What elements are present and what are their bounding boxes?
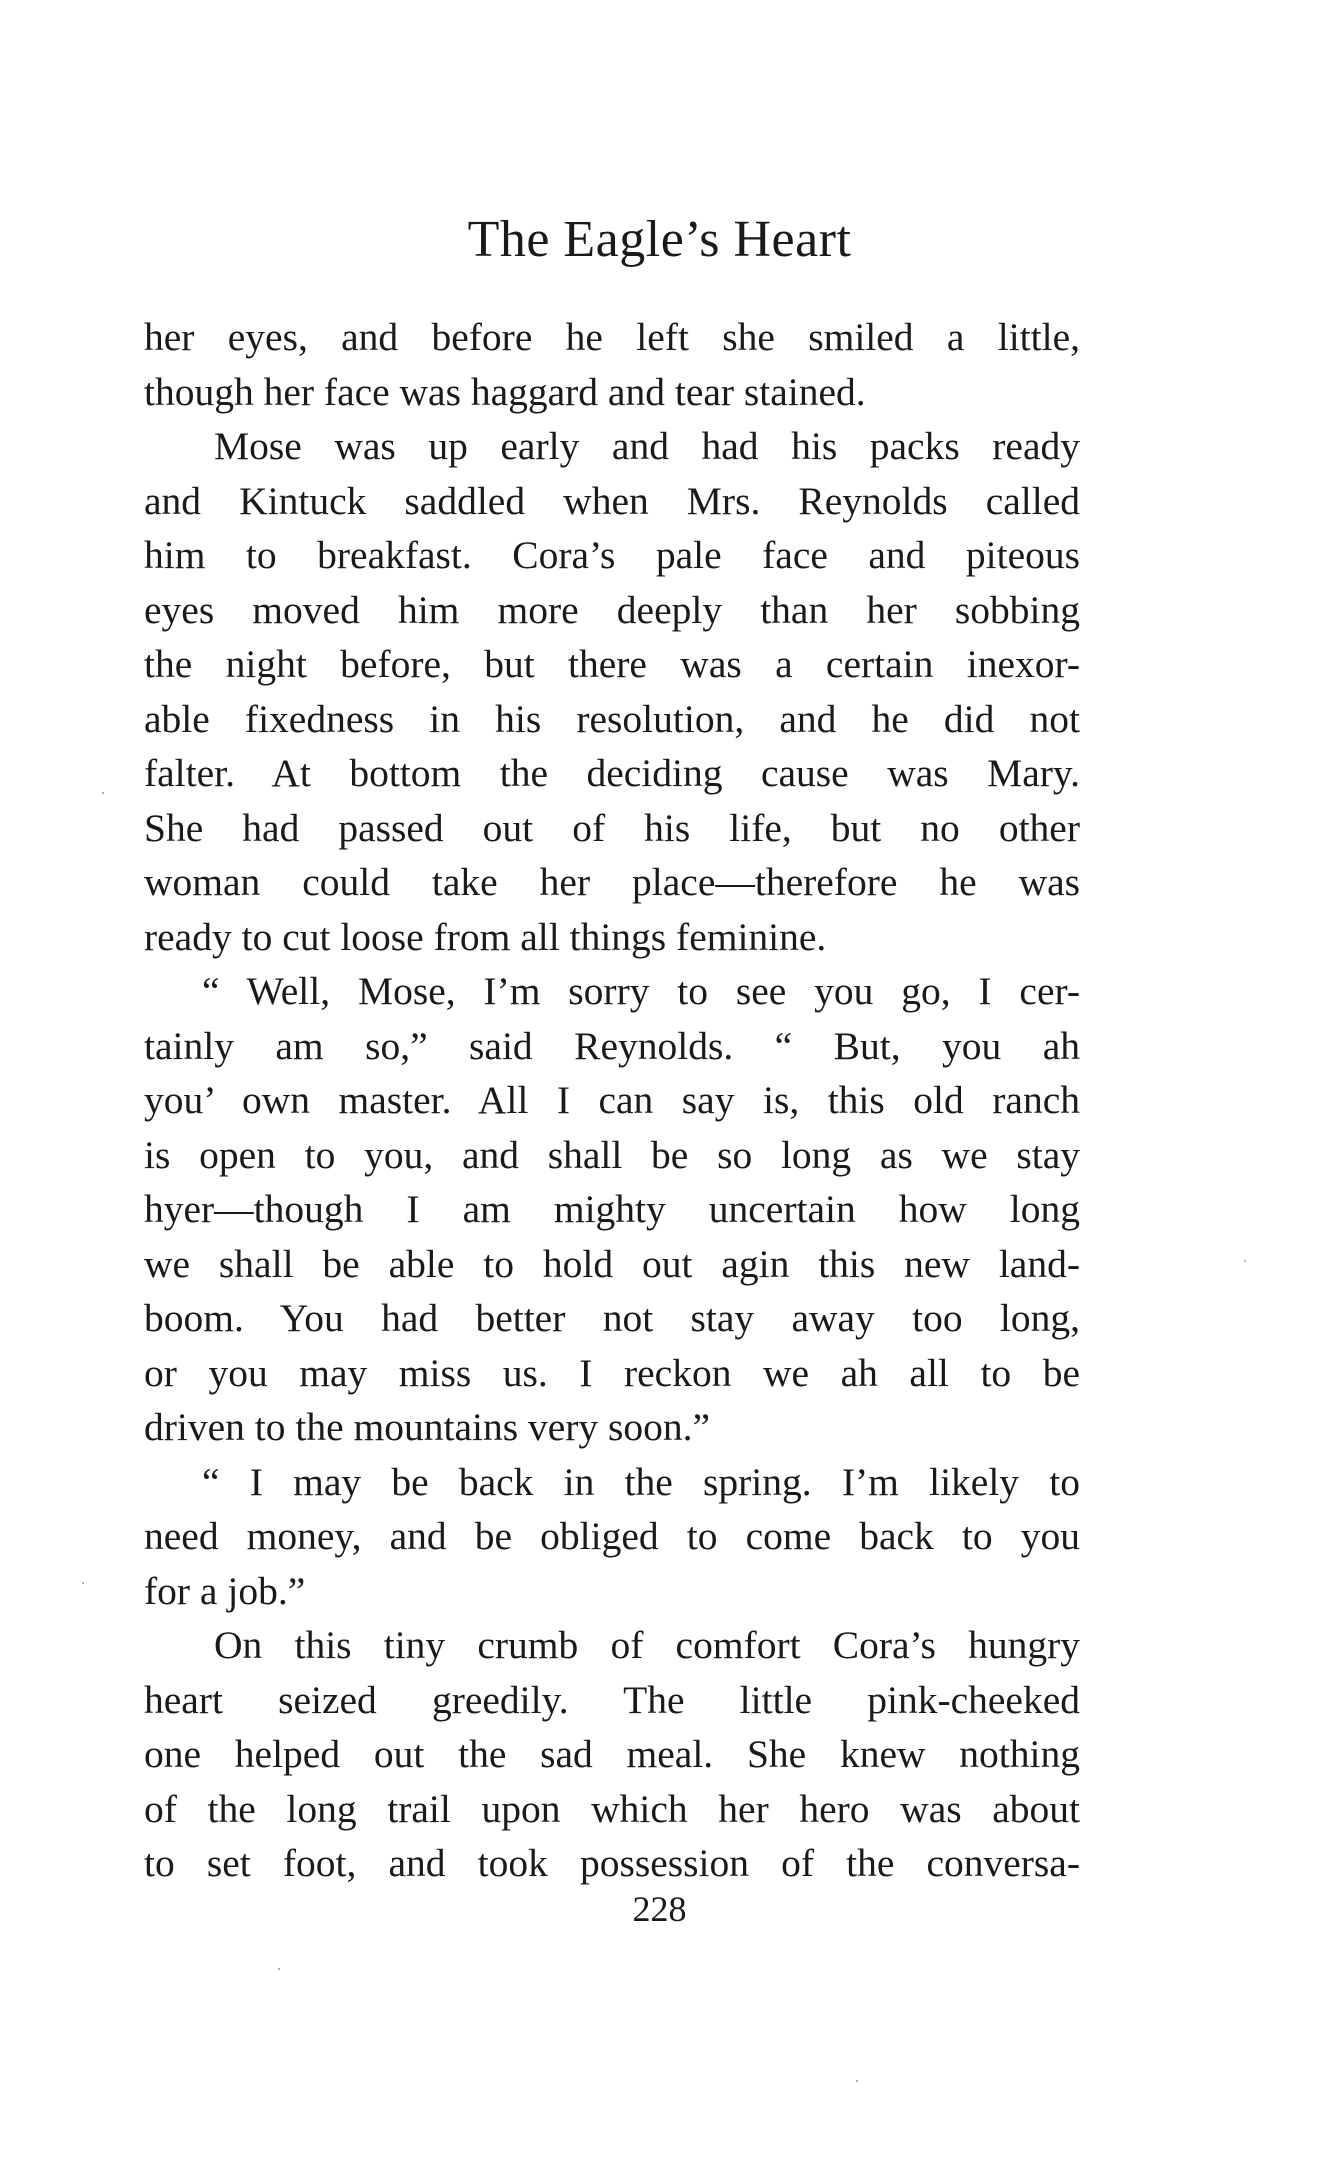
running-head: The Eagle’s Heart [467, 211, 852, 268]
text-line: the night before, but there was a certain inexor- [144, 642, 1080, 686]
text-line: heart seized greedily. The little pink-cheeked [144, 1677, 1080, 1722]
paper-speck [856, 2080, 858, 2082]
text-line: to set foot, and took possession of the conversa- [144, 1841, 1080, 1885]
text-line: tainly am so,” said Reynolds. “ But, you ah [144, 1023, 1080, 1068]
page-number: 228 [632, 1889, 687, 1929]
text-line: able fixedness in his resolution, and he did not [144, 696, 1080, 741]
text-line: though her face was haggard and tear stained. [144, 369, 866, 414]
text-line: her eyes, and before he left she smiled a little, [144, 315, 1080, 359]
text-line: we shall be able to hold out agin this new land- [144, 1241, 1080, 1286]
text-line: for a job.” [144, 1568, 306, 1613]
text-line: is open to you, and shall be so long as we stay [144, 1132, 1080, 1177]
text-line: of the long trail upon which her hero was about [144, 1786, 1080, 1831]
text-line: She had passed out of his life, but no other [144, 805, 1080, 850]
text-line: On this tiny crumb of comfort Cora’s hungry [214, 1623, 1080, 1667]
text-line: falter. At bottom the deciding cause was Mary. [144, 751, 1080, 795]
paper-speck [1244, 1260, 1246, 1262]
text-line: or you may miss us. I reckon we ah all to be [144, 1350, 1080, 1395]
text-line: need money, and be obliged to come back to you [144, 1514, 1080, 1558]
text-line: one helped out the sad meal. She knew nothing [144, 1732, 1080, 1776]
paper-speck [82, 1582, 84, 1584]
paper-speck [278, 1968, 280, 1970]
text-line: him to breakfast. Cora’s pale face and piteous [144, 533, 1080, 577]
text-line: ready to cut loose from all things feminine. [144, 914, 827, 959]
text-line: Mose was up early and had his packs ready [214, 424, 1080, 468]
body-text [144, 310, 1080, 1891]
text-line: “ Well, Mose, I’m sorry to see you go, I cer- [202, 969, 1080, 1013]
text-line: and Kintuck saddled when Mrs. Reynolds called [144, 478, 1080, 523]
text-line: “ I may be back in the spring. I’m likely to [202, 1459, 1080, 1504]
text-line: eyes moved him more deeply than her sobbing [144, 587, 1080, 632]
text-line: woman could take her place—therefore he was [144, 860, 1080, 904]
text-line: hyer—though I am mighty uncertain how long [144, 1187, 1080, 1231]
paper-speck [102, 792, 104, 794]
text-line: driven to the mountains very soon.” [144, 1405, 711, 1449]
text-line: boom. You had better not stay away too long, [144, 1296, 1080, 1340]
text-line: you’ own master. All I can say is, this old ranch [144, 1078, 1080, 1122]
